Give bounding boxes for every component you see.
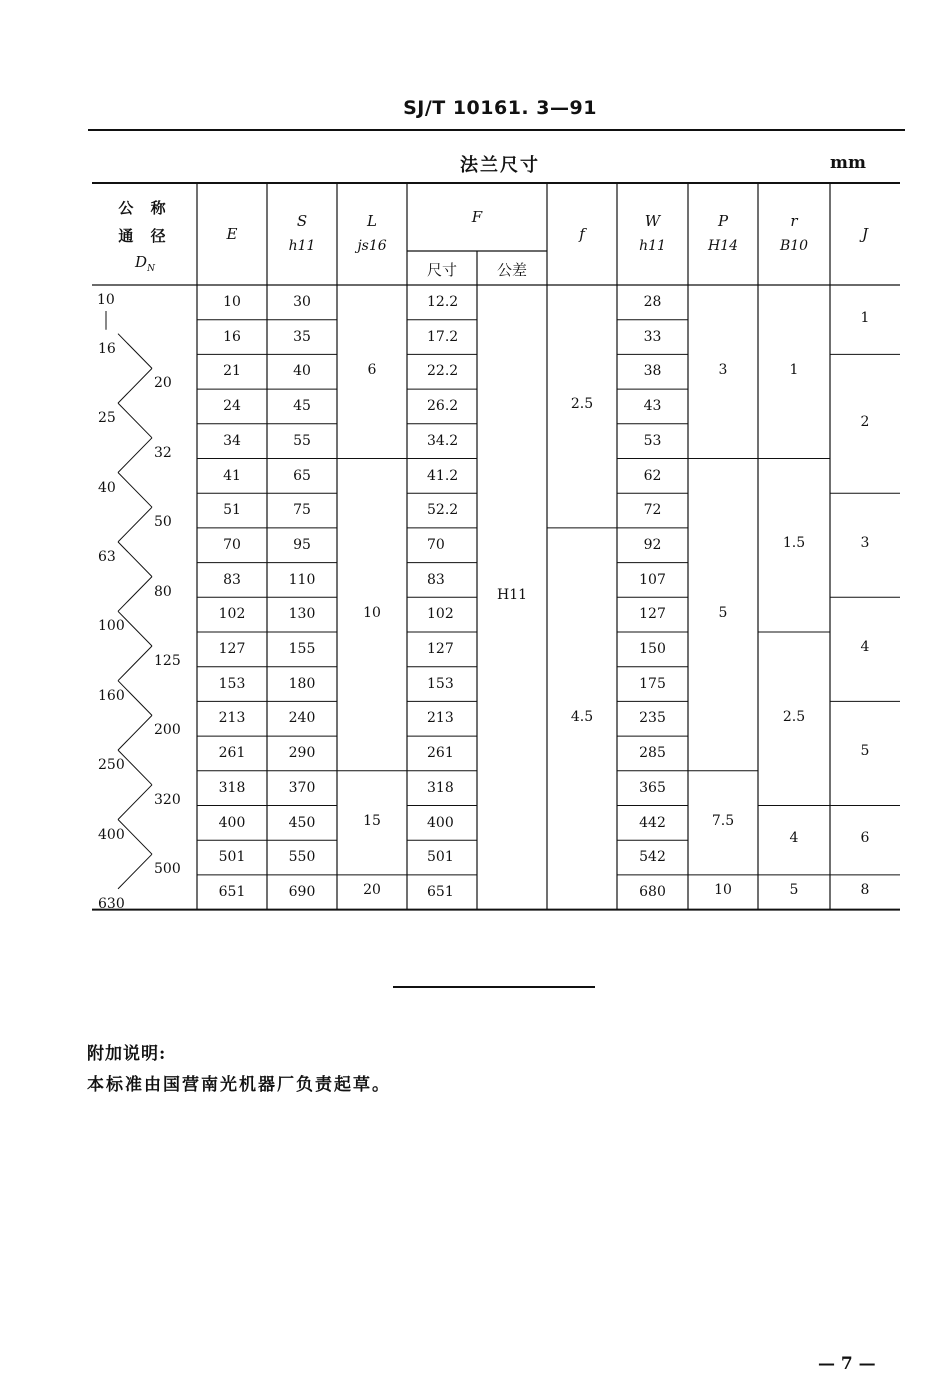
cell-P: 5 bbox=[718, 604, 728, 621]
table-rule bbox=[118, 438, 152, 473]
cell-E: 400 bbox=[218, 814, 246, 831]
cell-E: 41 bbox=[223, 467, 241, 484]
cell-F-size: 17.2 bbox=[427, 328, 459, 345]
dn-value: 200 bbox=[154, 722, 181, 739]
dn-value: 50 bbox=[154, 514, 172, 531]
cell-F-size: 22.2 bbox=[427, 363, 459, 380]
cell-J: 6 bbox=[860, 830, 870, 847]
cell-f: 4.5 bbox=[570, 708, 594, 725]
page-number: — 7 — bbox=[818, 1354, 876, 1374]
cell-P: 3 bbox=[718, 361, 728, 378]
end-rule bbox=[393, 986, 595, 988]
cell-F-size: 318 bbox=[427, 779, 454, 796]
cell-L: 15 bbox=[363, 812, 381, 829]
dn-value: 32 bbox=[154, 444, 172, 461]
header-f: f bbox=[579, 225, 585, 243]
dn-value: 20 bbox=[154, 375, 172, 392]
dn-value: 630 bbox=[98, 895, 125, 912]
cell-F-size: 213 bbox=[427, 710, 454, 727]
dn-value: 500 bbox=[154, 861, 181, 878]
notes-title: 附加说明: bbox=[87, 1044, 167, 1064]
table-title: 法兰尺寸 bbox=[460, 155, 540, 176]
header-S: S bbox=[296, 212, 308, 230]
cell-r: 2.5 bbox=[782, 708, 806, 725]
cell-W: 150 bbox=[639, 641, 666, 657]
cell-F-tol: H11 bbox=[496, 587, 528, 604]
header-r: r bbox=[790, 212, 798, 230]
cell-r: 4 bbox=[789, 830, 799, 847]
cell-P: 7.5 bbox=[711, 812, 735, 829]
cell-S: 30 bbox=[293, 294, 311, 310]
cell-S: 130 bbox=[288, 606, 316, 623]
cell-F-size: 34.2 bbox=[427, 432, 459, 449]
cell-F-size: 400 bbox=[427, 814, 454, 831]
table-rule bbox=[118, 368, 152, 403]
table-rule bbox=[118, 646, 152, 681]
cell-E: 261 bbox=[218, 745, 246, 762]
cell-S: 450 bbox=[288, 814, 316, 831]
cell-f: 2.5 bbox=[570, 396, 594, 413]
header-W-sub: h11 bbox=[639, 238, 666, 254]
cell-E: 21 bbox=[223, 363, 241, 380]
cell-S: 35 bbox=[293, 328, 311, 345]
cell-W: 285 bbox=[639, 745, 666, 762]
cell-W: 53 bbox=[643, 432, 662, 449]
cell-L: 6 bbox=[367, 361, 377, 378]
cell-S: 180 bbox=[288, 675, 316, 692]
cell-L: 20 bbox=[363, 882, 381, 899]
dn-value: 100 bbox=[98, 618, 125, 635]
cell-W: 28 bbox=[643, 294, 662, 310]
table-rule bbox=[118, 507, 152, 542]
cell-J: 5 bbox=[860, 743, 870, 760]
cell-J: 4 bbox=[860, 639, 870, 656]
header-F-size: 尺寸 bbox=[426, 261, 457, 279]
dn-value: 320 bbox=[154, 791, 181, 808]
header-E: E bbox=[226, 225, 238, 243]
cell-S: 110 bbox=[288, 571, 316, 588]
cell-W: 72 bbox=[643, 502, 662, 519]
header-J: J bbox=[861, 225, 868, 243]
cell-W: 33 bbox=[643, 328, 662, 345]
header-W: W bbox=[644, 212, 661, 230]
header-L: L bbox=[367, 212, 377, 230]
cell-S: 55 bbox=[293, 432, 311, 449]
cell-E: 153 bbox=[218, 675, 246, 692]
cell-S: 95 bbox=[293, 536, 311, 553]
cell-F-size: 83 bbox=[427, 571, 445, 588]
header-P: P bbox=[717, 212, 729, 230]
table-rule bbox=[118, 854, 152, 889]
cell-W: 43 bbox=[643, 398, 662, 415]
cell-E: 127 bbox=[218, 641, 246, 657]
dn-value: 40 bbox=[98, 479, 116, 496]
cell-L: 10 bbox=[363, 604, 381, 621]
cell-W: 680 bbox=[639, 883, 666, 900]
cell-r: 1.5 bbox=[782, 535, 806, 552]
cell-F-size: 26.2 bbox=[427, 398, 459, 415]
cell-F-size: 41.2 bbox=[427, 467, 459, 484]
cell-F-size: 153 bbox=[427, 675, 454, 692]
table-rule bbox=[118, 577, 152, 612]
cell-E: 16 bbox=[223, 328, 241, 345]
header-S-sub: h11 bbox=[288, 238, 316, 254]
cell-E: 102 bbox=[218, 606, 246, 623]
cell-F-size: 501 bbox=[427, 849, 454, 866]
dn-value: 10 bbox=[97, 292, 115, 308]
dn-value: 160 bbox=[98, 687, 125, 704]
cell-J: 1 bbox=[860, 309, 870, 326]
cell-J: 8 bbox=[860, 882, 870, 899]
cell-S: 45 bbox=[293, 398, 311, 415]
cell-E: 213 bbox=[218, 710, 246, 727]
notes-text: 本标准由国营南光机器厂负责起草。 bbox=[87, 1075, 391, 1095]
cell-W: 442 bbox=[639, 814, 666, 831]
cell-W: 365 bbox=[639, 779, 666, 796]
cell-E: 651 bbox=[218, 883, 246, 900]
header-dn-symbol: $D_N$ bbox=[135, 253, 155, 274]
cell-E: 10 bbox=[223, 294, 241, 310]
cell-E: 501 bbox=[218, 849, 246, 866]
cell-W: 62 bbox=[643, 467, 662, 484]
cell-W: 542 bbox=[639, 849, 666, 866]
header-F: F bbox=[471, 208, 483, 226]
header-P-sub: H14 bbox=[707, 238, 739, 254]
cell-W: 38 bbox=[643, 363, 662, 380]
cell-S: 65 bbox=[293, 467, 311, 484]
cell-W: 92 bbox=[643, 536, 662, 553]
cell-E: 24 bbox=[223, 398, 241, 415]
cell-W: 127 bbox=[639, 606, 666, 623]
cell-F-size: 651 bbox=[427, 883, 454, 900]
standard-code: SJ/T 10161. 3—91 bbox=[403, 97, 597, 119]
dn-value: 25 bbox=[98, 410, 116, 427]
cell-J: 3 bbox=[860, 535, 870, 552]
cell-S: 290 bbox=[288, 745, 316, 762]
cell-J: 2 bbox=[860, 413, 870, 430]
cell-W: 235 bbox=[639, 710, 666, 727]
cell-S: 690 bbox=[288, 883, 316, 900]
header-L-sub: js16 bbox=[357, 238, 387, 254]
cell-S: 155 bbox=[288, 641, 316, 657]
cell-P: 10 bbox=[714, 882, 732, 899]
header-dn-line2: 通 径 bbox=[118, 227, 172, 245]
cell-S: 550 bbox=[288, 849, 316, 866]
cell-r: 1 bbox=[789, 361, 799, 378]
dn-value: 250 bbox=[98, 757, 125, 774]
header-dn-line1: 公 称 bbox=[118, 199, 172, 217]
cell-W: 175 bbox=[639, 675, 666, 692]
header-r-sub: B10 bbox=[779, 238, 809, 254]
cell-E: 70 bbox=[223, 536, 241, 553]
table-rule bbox=[118, 785, 152, 820]
cell-F-size: 127 bbox=[427, 641, 454, 657]
cell-r: 5 bbox=[789, 882, 799, 899]
dn-value: 125 bbox=[154, 653, 181, 669]
cell-W: 107 bbox=[639, 571, 666, 588]
cell-F-size: 70 bbox=[427, 536, 445, 553]
cell-E: 83 bbox=[223, 571, 241, 588]
cell-E: 318 bbox=[218, 779, 246, 796]
table-rule bbox=[118, 715, 152, 750]
cell-E: 34 bbox=[223, 432, 241, 449]
cell-F-size: 12.2 bbox=[427, 294, 459, 310]
dn-value: 16 bbox=[98, 340, 116, 357]
header-F-tol: 公差 bbox=[496, 261, 527, 279]
cell-F-size: 261 bbox=[427, 745, 454, 762]
table-unit: mm bbox=[830, 153, 866, 173]
cell-F-size: 102 bbox=[427, 606, 454, 623]
cell-S: 40 bbox=[293, 363, 311, 380]
cell-S: 240 bbox=[288, 710, 316, 727]
dn-value: 80 bbox=[154, 583, 172, 600]
cell-E: 51 bbox=[223, 502, 241, 519]
cell-S: 75 bbox=[293, 502, 311, 519]
dn-value: 400 bbox=[98, 826, 125, 843]
cell-F-size: 52.2 bbox=[427, 502, 459, 519]
cell-S: 370 bbox=[288, 779, 316, 796]
dn-value: 63 bbox=[98, 548, 116, 565]
